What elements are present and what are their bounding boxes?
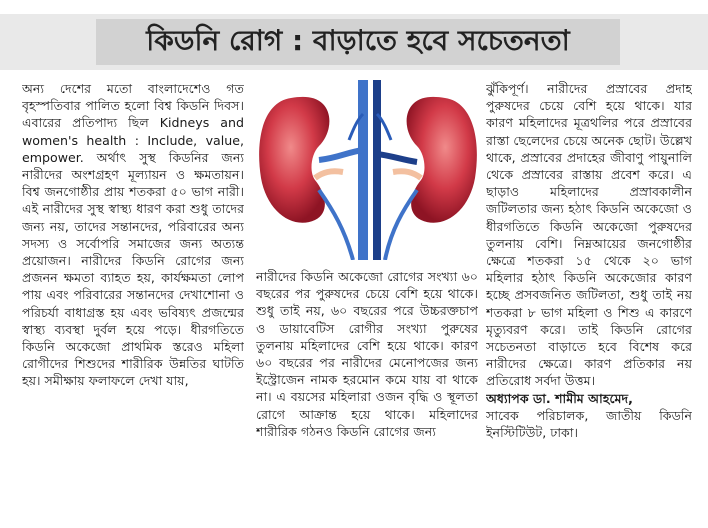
column-3-text: ঝুঁকিপূর্ণ। নারীদের প্রস্রাবের প্রদাহ পুরুষদের চেয়ে বেশি হয়ে থাকে। যার কারণ মহিলাদের মূত্রথলির পরে প্রস্রাবের রাস্তা ছেলেদের চেয়ে অনেক ছোট। উল্লেখ থাকে, প্রস্রাবের প্রদাহের জীবাণু পায়ুনালি থেকে প্রস্রাবের রাস্তায় প্রবেশ করে। এ ছাড়াও মহিলাদের প্রস্রাবকালীন জটিলতার জন্য হঠাৎ কিডনি অকেজো ও ধীরগতিতে কিডনি অকেজো পুরুষদের তুলনায় বেশি। নিম্নআয়ের জনগোষ্ঠীর ক্ষেত্রে শতকরা ১৫ থেকে ২০ ভাগ মহিলার হঠাৎ কিডনি অকেজোর কারণ হচ্ছে প্রসবজনিত জটিলতা, শুধু তাই নয় শতকরা ৮ ভাগ মহিলা ও শিশু এ কারণে মৃত্যুবরণ করে। তাই কিডনি রোগের সচেতনতা বাড়াতে হবে বিশেষ করে নারীদের ক্ষেত্রে। কারণ প্রতিকার নয় প্রতিরোধ সর্বদা উত্তম। bbox=[486, 81, 692, 389]
headline: কিডনি রোগ : বাড়াতে হবে সচেতনতা bbox=[146, 23, 570, 57]
headline-box bbox=[96, 19, 620, 65]
article-column-3 bbox=[486, 80, 692, 520]
author-name: অধ্যাপক ডা. শামীম আহমেদ, bbox=[486, 390, 633, 406]
author-affiliation: সাবেক পরিচালক, জাতীয় কিডনি ইনস্টিটিউট, ঢাকা। bbox=[486, 407, 692, 441]
article-column-2 bbox=[256, 268, 478, 520]
article-column-1 bbox=[22, 80, 244, 520]
kidney-anatomy-illustration bbox=[253, 80, 483, 260]
column-1-text: অন্য দেশের মতো বাংলাদেশেও গত বৃহস্পতিবার পালিত হলো বিশ্ব কিডনি দিবস। এবারের প্রতিপাদ্য ছিল Kidneys and women's health : Include, value, empower. অর্থাৎ সুস্থ কিডনির জন্য নারীদের অংশগ্রহণ মূল্যায়ন ও ক্ষমতায়ন। বিশ্ব জনগোষ্ঠীর প্রায় শতকরা ৫০ ভাগ নারী। এই নারীদের সুস্থ স্বাস্থ্য ধারণ করা শুধু তাদের জন্য নয়, তাদের সন্তানদের, পরিবারের অন্য সদস্য ও সর্বোপরি সমাজের জন্য অত্যন্ত প্রয়োজন। নারীদের কিডনি রোগের জন্য প্রজনন ক্ষমতা ব্যাহত হয়, কার্যক্ষমতা লোপ পায় এবং পরিবারের সন্তানদের দেখাশোনা ও পরিচর্যা বাধাগ্রস্ত হয় এবং ভবিষ্যৎ প্রজন্মের স্বাস্থ্য ব্যবস্থা দুর্বল হয়ে পড়ে। ধীরগতিতে কিডনি অকেজো প্রাথমিক স্তরেও মহিলা রোগীদের শিশুদের শারীরিক উন্নতির ঘাটতি হয়। সমীক্ষায় ফলাফলে দেখা যায়, bbox=[22, 81, 244, 389]
column-2-text: নারীদের কিডনি অকেজো রোগের সংখ্যা ৬০ বছরের পর পুরুষদের চেয়ে বেশি হয়ে থাকে। শুধু তাই নয়, ৬০ বছরের পরে উচ্চরক্তচাপ ও ডায়াবেটিস রোগীর সংখ্যা পুরুষের তুলনায় মহিলাদের বেশি হয়ে থাকে। কারণ ৬০ বছরের পর নারীদের মেনোপজের জন্য ইস্ট্রোজেন নামক হরমোন কমে যায় বা থাকে না। এ বয়সের মহিলারা ওজন বৃদ্ধি ও স্থূলতা রোগে আক্রান্ত হয়ে থাকে। মহিলাদের শারীরিক গঠনও কিডনি রোগের জন্য bbox=[256, 269, 478, 439]
